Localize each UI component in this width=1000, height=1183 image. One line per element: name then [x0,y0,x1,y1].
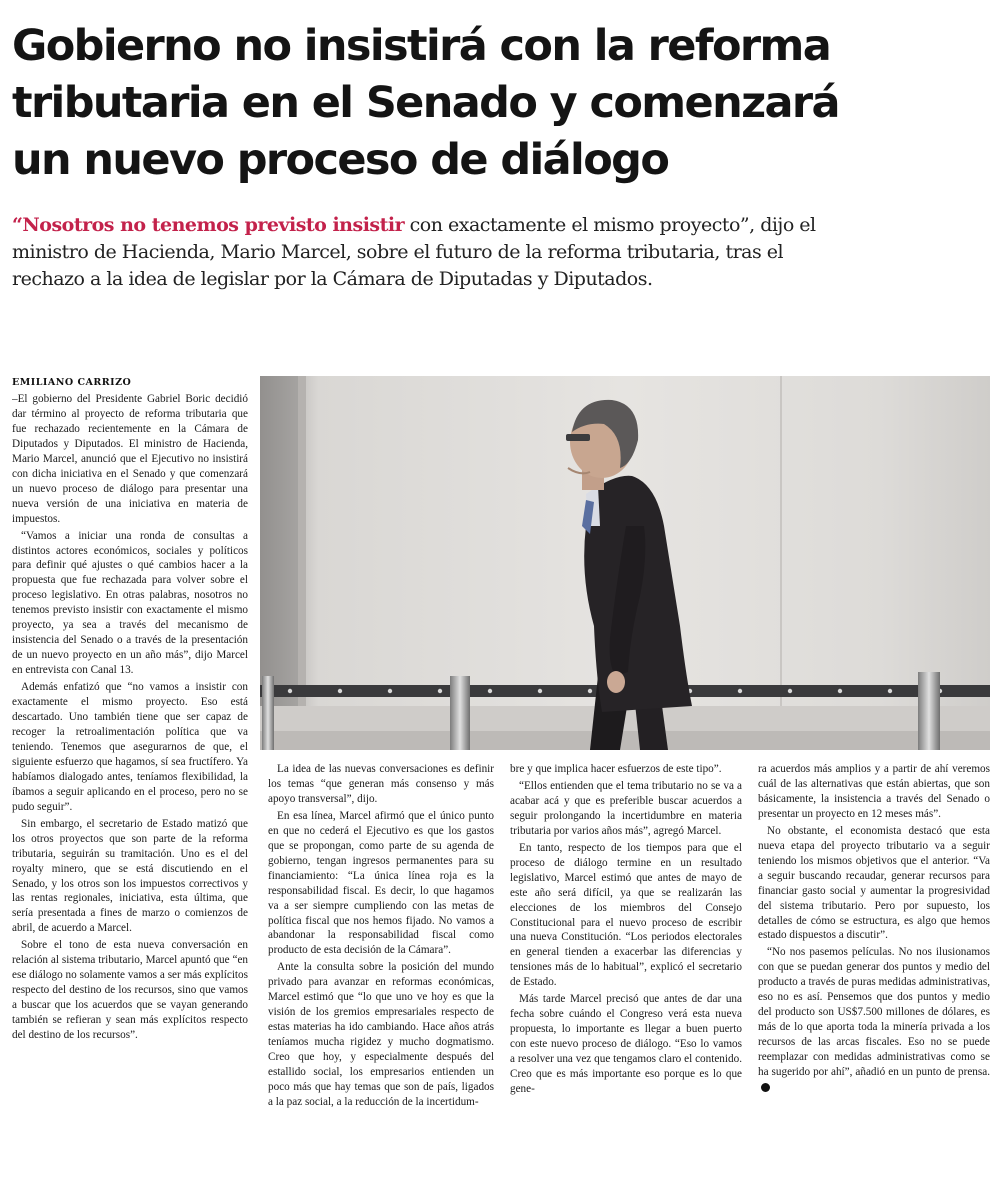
lede-line-3: rechazo a la idea de legislar por la Cámara de Diputadas y Diputados. [12,268,653,290]
headline [12,18,992,189]
paragraph: –El gobierno del Presidente Gabriel Boric decidió dar término al proyecto de reforma tributaria que fue rechazado recientemente en la Cámara de Diputados y Diputados. El ministro de Hacienda, Mario Marcel, anunció que el Ejecutivo no insistirá con dicha iniciativa en el Senado y que comenzará un nuevo proceso de diálogo para presentar una nueva versión de una iniciativa en materia de impuestos. [12,393,248,525]
column-3 [510,762,742,1172]
column-4 [758,762,990,1172]
paragraph: “Ellos entienden que el tema tributario no se va a acabar acá y que es preferible buscar acuerdos a seguir prolongando la incertidumbre en materia tributaria por varios años más”, agregó Marcel. [510,779,742,837]
lede [12,212,992,293]
lede-highlight: “Nosotros no tenemos previsto insistir [12,214,405,236]
paragraph: bre y que implica hacer esfuerzos de este tipo”. [510,763,722,775]
headline-line-2: tributaria en el Senado y comenzará [12,78,839,128]
lede-line-2: ministro de Hacienda, Mario Marcel, sobre el futuro de la reforma tributaria, tras el [12,241,784,263]
paragraph: En tanto, respecto de los tiempos para que el proceso de diálogo termine en un resultado legislativo, Marcel estimó que antes de mayo de este año será difícil, ya que se realizarán las elecciones de los miembros del Consejo Constitucional para el nuevo proceso de escribir una nueva Constitución. “Los periodos electorales en general tienden a exacerbar las diferencias y tensiones más de lo habitual”, explicó el secretario de Estado. [510,841,742,989]
headline-line-3: un nuevo proceso de diálogo [12,135,669,185]
photo-minister-walking [260,376,990,750]
paragraph: “Vamos a iniciar una ronda de consultas a distintos actores económicos, sociales y políticos para definir qué ajustes o qué cambios hacer a la propuesta que fue rechazada para volver sobre el proceso legislativo. En otras palabras, nosotros no tenemos previsto insistir con exactamente el mismo proyecto, ya sea a través del mecanismo de insistencia del Senado o a través de la presentación de un nuevo proyecto en un año más”, dijo Marcel en entrevista con Canal 13. [12,529,248,677]
byline: EMILIANO CARRIZO [12,377,132,388]
column-1 [12,392,248,1172]
paragraph: Ante la consulta sobre la posición del mundo privado para avanzar en reformas económicas, Marcel estimó que “lo que uno ve hoy es que la visión de los gremios empresariales respecto de estas materias ha ido cambiando. Hace años atrás teníamos mucha rigidez y mucho dogmatismo. Creo que hoy, y especialmente después del estallido social, los empresarios entienden un poco más que hay temas que son de país, ligados a la paz social, a la reducción de la incertidum- [268,961,494,1108]
paragraph: ra acuerdos más amplios y a partir de ahí veremos cuál de las alternativas que están abiertas, que son básicamente, la insistencia a través del Senado o presentar un proyecto en 12 meses más”. [758,763,990,820]
column-2 [268,762,494,1172]
paragraph: La idea de las nuevas conversaciones es definir los temas “que generan más consenso y más apoyo transversal”, dijo. [268,763,494,805]
paragraph: Además enfatizó que “no vamos a insistir con exactamente el mismo proyecto. Eso está descartado. Uno también tiene que ser capaz de recoger la retroalimentación política que va teniendo. Tenemos que asegurarnos de que, el siguiente esfuerzo que hagamos, sí sea fructífero. Ya habíamos dialogado antes, teníamos flexibilidad, la íbamos a seguir aplicando en el proceso, pero no se pudo seguir”. [12,681,248,813]
paragraph: No obstante, el economista destacó que esta nueva etapa del proyecto tributario va a seguir teniendo los mismos objetivos que el anterior. “Va a seguir buscando recaudar, generar recursos para financiar gasto social y aumentar la progresividad del sistema tributario. Pero por supuesto, los detalles de cómo se estructura, es algo que hemos estado dispuestos a discutir”. [758,824,990,942]
paragraph: Sin embargo, el secretario de Estado matizó que los otros proyectos que son parte de la reforma tributaria, seguirán su tramitación. Uno es el del royalty minero, que se está discutiendo en el Senado, y los otros son los impuestos correctivos y las rentas regionales, iniciativa, esta última, que sería presentada a fines de marzo o comienzos de abril, de acuerdo a Marcel. [12,817,248,935]
paragraph: Más tarde Marcel precisó que antes de dar una fecha sobre cuándo el Congreso verá esta nueva propuesta, lo importante es llegar a buen puerto con este nuevo proceso de diálogo. “Eso lo vamos a resolver una vez que tengamos claro el contenido. Creo que es más importante eso porque es lo que gene- [510,993,742,1096]
paragraph: Sobre el tono de esta nueva conversación en relación al sistema tributario, Marcel apuntó que “en ese diálogo no solamente vamos a ser más explícitos respecto del destino de los recursos, sino que vamos a buscar que los acuerdos que se vayan generando también se refieran y sean más explícitos respecto del destino de los recursos”. [12,939,248,1042]
photo-illustration [260,376,990,750]
headline-line-1: Gobierno no insistirá con la reforma [12,21,831,71]
lede-line-1-rest: con exactamente el mismo proyecto”, dijo el [404,214,816,236]
end-of-article-icon [761,1083,770,1092]
paragraph: En esa línea, Marcel afirmó que el único punto en que no cederá el Ejecutivo es que los gastos que se propongan, como parte de su agenda de gobierno, tengan ingresos permanentes para su financiamiento: “La única línea roja es la responsabilidad fiscal. Es decir, lo que hagamos va a ser siempre cumpliendo con las metas de política fiscal que nos hemos fijado. No vamos a abandonar la responsabilidad fiscal como producto de esta decisión de la Cámara”. [268,809,494,957]
paragraph [758,945,990,1095]
lede-line-1 [12,212,992,239]
final-paragraph-text: “No nos pasemos películas. No nos ilusionamos con que se puedan generar dos puntos y medio del producto a través de puras medidas administrativas, eso no es así. Pensemos que dos puntos y medio del producto son US$7.500 millones de dólares, es más de lo que aporta toda la minería privada a los recursos de las arcas fiscales. Eso no se puede reemplazar con medidas administrativas como se ha sugerido por ahí”, añadió en un punto de prensa. [758,946,990,1079]
